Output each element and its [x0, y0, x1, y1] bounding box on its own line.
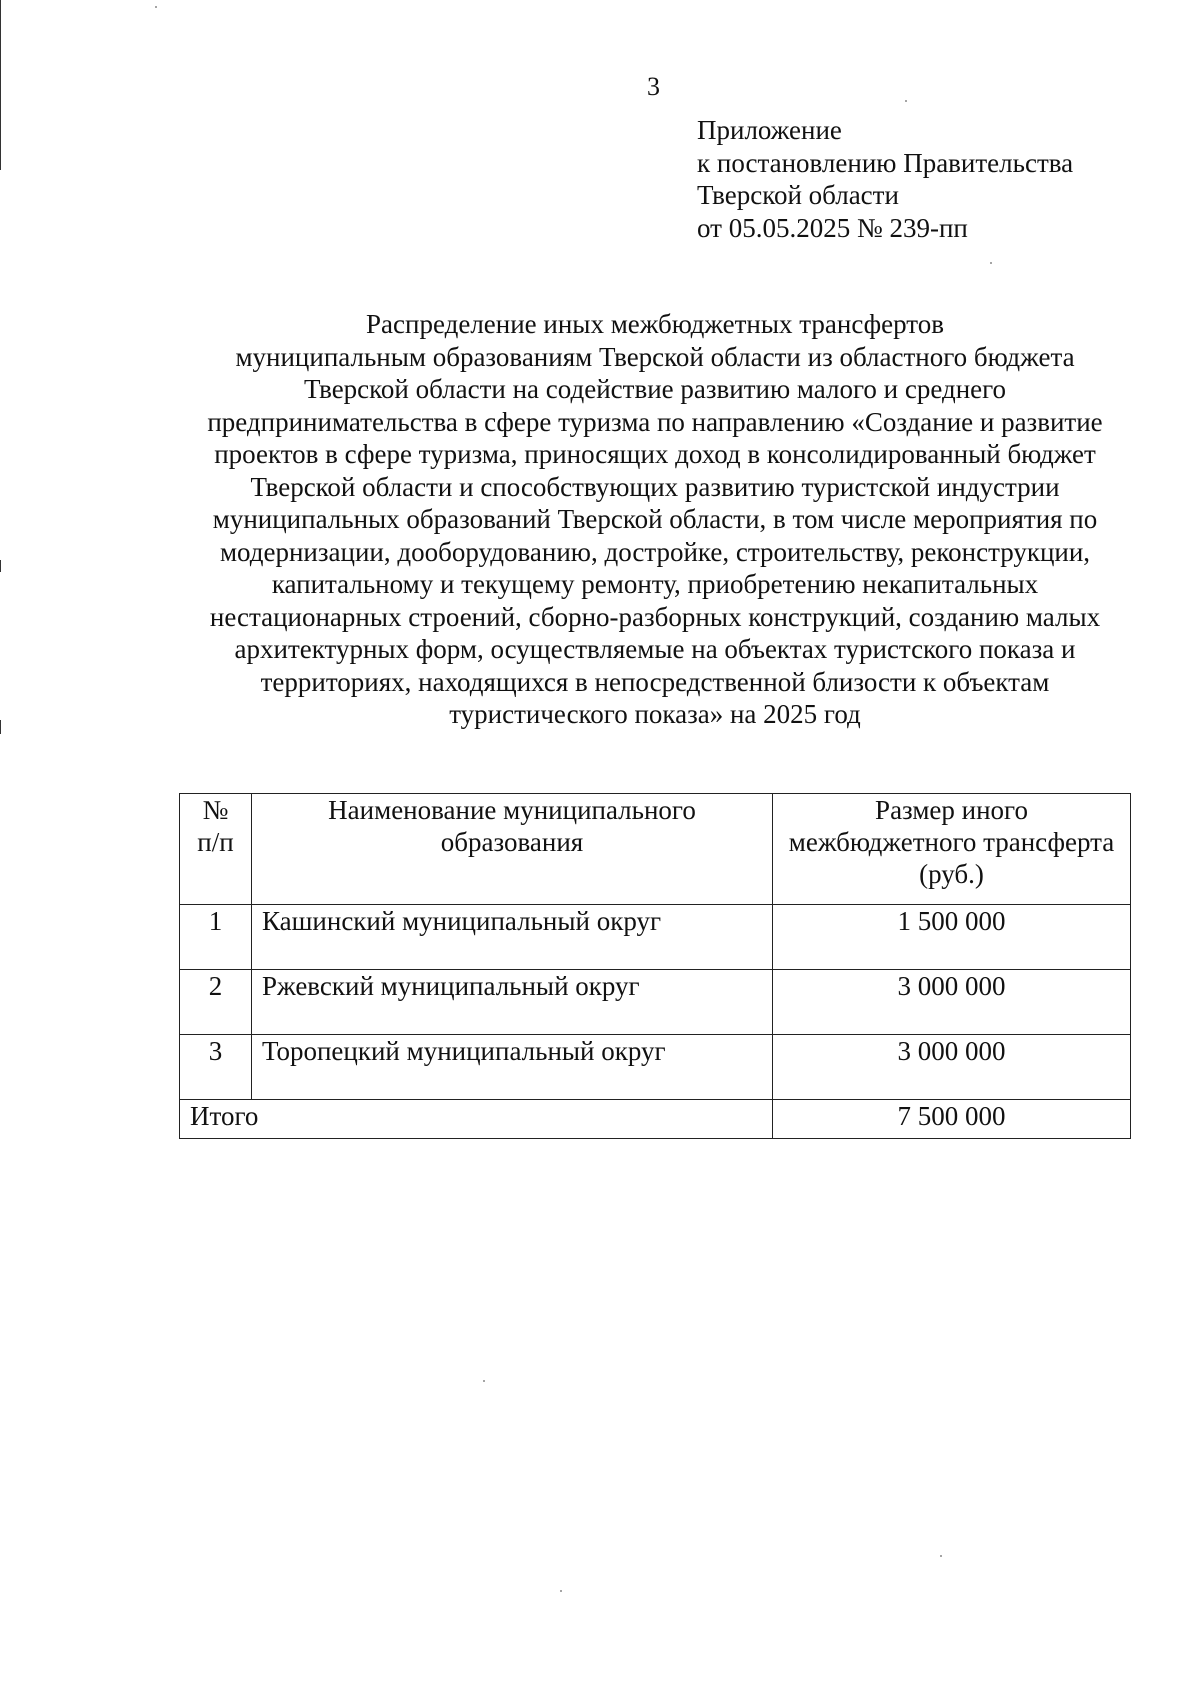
header-amount-unit: (руб.)	[919, 859, 984, 889]
header-number	[180, 794, 252, 905]
total-amount: 7 500 000	[773, 1100, 1131, 1139]
title-line: территориях, находящихся в непосредственной близости к объектам	[260, 666, 1050, 697]
table-row	[180, 905, 1131, 970]
header-number-symbol: №	[202, 795, 229, 825]
scan-edge-line	[0, 560, 1, 572]
title-line: архитектурных форм, осуществляемые на объектах туристского показа и	[234, 634, 1076, 664]
header-amount-line: межбюджетного трансферта	[788, 827, 1115, 857]
document-title	[170, 308, 1140, 731]
row-municipality: Ржевский муниципальный округ	[252, 970, 773, 1035]
title-line: Тверской области и способствующих развитию туристской индустрии	[250, 471, 1060, 502]
title-line: Тверской области на содействие развитию малого и среднего	[303, 374, 1007, 404]
title-line: нестационарных строений, сборно-разборных конструкций, созданию малых	[209, 601, 1101, 632]
row-amount: 3 000 000	[773, 1035, 1131, 1100]
row-municipality: Кашинский муниципальный округ	[252, 905, 773, 970]
title-line: Распределение иных межбюджетных трансфертов	[366, 309, 944, 339]
title-line: муниципальных образований Тверской области, в том числе мероприятия по	[212, 504, 1098, 534]
row-amount: 3 000 000	[773, 970, 1131, 1035]
appendix-line: Тверской области	[697, 180, 899, 210]
title-line: проектов в сфере туризма, приносящих доход в консолидированный бюджет	[214, 439, 1096, 469]
scan-speck	[940, 1555, 942, 1557]
scan-edge-line	[0, 720, 1, 734]
transfers-table	[179, 793, 1131, 1139]
header-transfer-amount	[773, 794, 1131, 905]
title-line: капитальному и текущему ремонту, приобретению некапитальных	[271, 569, 1039, 599]
appendix-line: Приложение	[697, 115, 842, 145]
row-amount: 1 500 000	[773, 905, 1131, 970]
row-number: 3	[180, 1035, 252, 1100]
table-row	[180, 1035, 1131, 1100]
header-name-line: образования	[440, 827, 584, 857]
page-number: 3	[647, 72, 660, 101]
header-name-line: Наименование муниципального	[328, 795, 696, 825]
table-row	[180, 970, 1131, 1035]
appendix-block	[697, 114, 1073, 244]
scan-speck	[483, 1380, 485, 1382]
header-number-abbr: п/п	[197, 827, 234, 857]
scan-speck	[560, 1590, 562, 1592]
total-label: Итого	[180, 1100, 773, 1139]
header-municipality-name	[252, 794, 773, 905]
row-number: 1	[180, 905, 252, 970]
appendix-line: к постановлению Правительства	[697, 147, 1074, 178]
appendix-date-number: от 05.05.2025 № 239-пп	[697, 212, 968, 243]
row-municipality: Торопецкий муниципальный округ	[252, 1035, 773, 1100]
header-amount-line: Размер иного	[875, 795, 1028, 825]
title-line: модернизации, дооборудованию, достройке, строительству, реконструкции,	[219, 536, 1091, 567]
title-line: туристического показа» на 2025 год	[449, 699, 861, 729]
title-line: муниципальным образованиям Тверской области из областного бюджета	[235, 341, 1075, 372]
table-header-row	[180, 794, 1131, 905]
scan-speck	[990, 262, 992, 264]
row-number: 2	[180, 970, 252, 1035]
table-total-row	[180, 1100, 1131, 1139]
title-line: предпринимательства в сфере туризма по направлению «Создание и развитие	[207, 406, 1103, 437]
scan-speck	[155, 6, 157, 8]
